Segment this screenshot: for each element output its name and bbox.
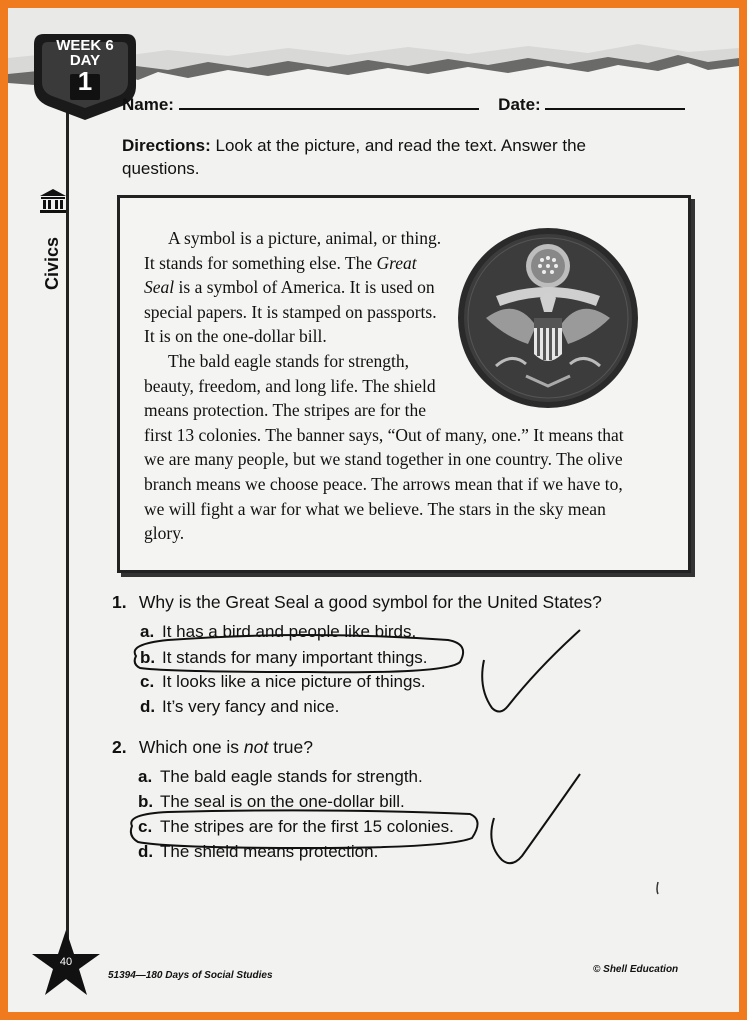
directions-text: Look at the picture, and read the text. Answer the questions.	[122, 136, 586, 178]
passage-paragraph-2: The bald eagle stands for strength, beauty, freedom, and long life. The shield means protection. The stripes are for the first 13 colonies. The banner says, “Out of many, one.” It means that we are many people, but we stand together in one country. The olive branch means we choose peace. The arrows mean that if we have to, we will fight a war for what we believe. The stars in the sky mean glory.	[144, 350, 624, 544]
passage-paragraph-1: A symbol is a picture, animal, or thing. It stands for something else. The Great Seal is a symbol of America. It is used on special papers. It is stamped on passports. It is on the one-dollar bill.	[144, 228, 442, 347]
q1-option-b[interactable]: b. It stands for many important things.	[140, 648, 428, 667]
directions-label: Directions:	[122, 136, 211, 155]
page-number: 40	[59, 956, 73, 968]
day-label: DAY	[69, 52, 101, 69]
q2-option-c[interactable]: c. The stripes are for the first 15 colonies.	[138, 817, 454, 836]
q1-answer-circle	[135, 635, 463, 672]
q2-checkmark-icon	[491, 774, 580, 863]
q1-option-c[interactable]: c. It looks like a nice picture of things.	[140, 672, 426, 691]
day-number: 1	[77, 66, 93, 96]
worksheet-page	[8, 8, 739, 1012]
question-1: 1. Why is the Great Seal a good symbol for the United States?	[112, 592, 602, 612]
q1-checkmark-icon	[482, 630, 580, 712]
handwritten-marks	[8, 8, 739, 1012]
name-label: Name:	[122, 95, 174, 114]
q1-option-a[interactable]: a. It has a bird and people like birds.	[140, 622, 417, 641]
date-label: Date:	[498, 95, 541, 114]
q2-answer-circle	[131, 810, 478, 848]
q2-option-b[interactable]: b. The seal is on the one-dollar bill.	[138, 792, 405, 811]
pen-mark	[657, 882, 658, 894]
week-label: WEEK 6	[56, 37, 114, 54]
q2-option-a[interactable]: a. The bald eagle stands for strength.	[138, 767, 423, 786]
book-code: 51394—180 Days of Social Studies	[108, 970, 273, 981]
subject-label: Civics	[42, 236, 62, 290]
publisher: © Shell Education	[593, 964, 679, 975]
q2-option-d[interactable]: d. The shield means protection.	[138, 842, 379, 861]
question-2: 2. Which one is not true?	[112, 737, 313, 757]
q1-option-d[interactable]: d. It’s very fancy and nice.	[140, 697, 340, 716]
